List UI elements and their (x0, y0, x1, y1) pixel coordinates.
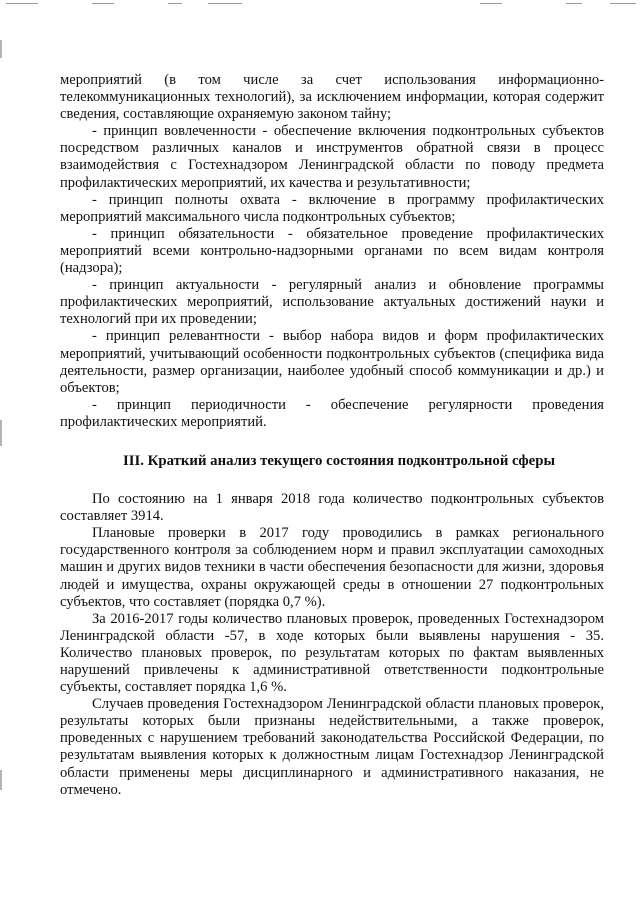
principle-relevance: - принцип релевантности - выбор набора видов и форм профилактических мероприятий, учитывающий особенности подконтрольных субъектов (специфика вида деятельности, размер организации, наиболее удобный способ коммуникации и др.) и объектов; (60, 328, 604, 396)
principle-involvement: - принцип вовлеченности - обеспечение включения подконтрольных субъектов посредством различных каналов и инструментов обратной связи в процесс взаимодействия с Гостехнадзором Ленинградской области по поводу предмета профилактических мероприятий, их качества и результативности; (60, 123, 604, 191)
paragraph: мероприятий (в том числе за счет использования информационно-телекоммуникационных технологий), за исключением информации, которая содержит сведения, составляющие охраняемую законом тайну; (60, 72, 604, 123)
paragraph-planned-inspections: Плановые проверки в 2017 году проводились в рамках регионального государственного контроля за соблюдением норм и правил эксплуатации самоходных машин и других видов техники в части обеспечения безопасности для жизни, здоровья людей и имущества, охраны окружающей среды в отношении 27 подконтрольных субъектов, что составляет (порядка 0,7 %). (60, 525, 604, 610)
principle-periodicity: - принцип периодичности - обеспечение регулярности проведения профилактических мероприятий. (60, 396, 604, 430)
section-heading: III. Краткий анализ текущего состояния подконтрольной сферы (122, 452, 555, 469)
scan-edge-left (0, 40, 2, 58)
scan-edge-top (0, 0, 640, 10)
paragraph-invalid-inspections: Случаев проведения Гостехнадзором Ленинградской области плановых проверок, результаты которых были признаны недействительными, а также проверок, проведенных с нарушением требований законодательства Российской Федерации, по результатам выявления которых к должностным лицам Гостехнадзор Ленинградской области применены меры дисциплинарного и административного наказания, не отмечено. (60, 696, 604, 798)
scan-mark (610, 3, 636, 4)
principle-relevance-actual: - принцип актуальности - регулярный анализ и обновление программы профилактических мероприятий, использование актуальных достижений науки и технологий при их проведении; (60, 277, 604, 328)
scan-edge-left (0, 420, 2, 446)
scan-mark (6, 3, 38, 4)
paragraph-inspection-results: За 2016-2017 годы количество плановых проверок, проведенных Гостехнадзором Ленинградской области -57, в ходе которых были выявлены нарушения - 35. Количество плановых проверок, по результатам которых по фактам выявленных нарушений привлечены к административной ответственности подконтрольные субъекты, составляет порядка 1,6 %. (60, 610, 604, 696)
document-page (60, 72, 604, 799)
paragraph-subjects-count: По состоянию на 1 января 2018 года количество подконтрольных субъектов составляет 3914. (60, 491, 604, 525)
scan-mark (480, 3, 502, 4)
scan-mark (208, 3, 242, 4)
scan-mark (168, 3, 182, 4)
principle-obligation: - принцип обязательности - обязательное проведение профилактических мероприятий всеми контрольно-надзорными органами по всем видам контроля (надзора); (60, 225, 604, 277)
scan-mark (566, 3, 582, 4)
principle-coverage: - принцип полноты охвата - включение в программу профилактических мероприятий максимального числа подконтрольных субъектов; (60, 191, 604, 225)
scan-mark (92, 3, 114, 4)
scan-edge-left (0, 770, 2, 790)
